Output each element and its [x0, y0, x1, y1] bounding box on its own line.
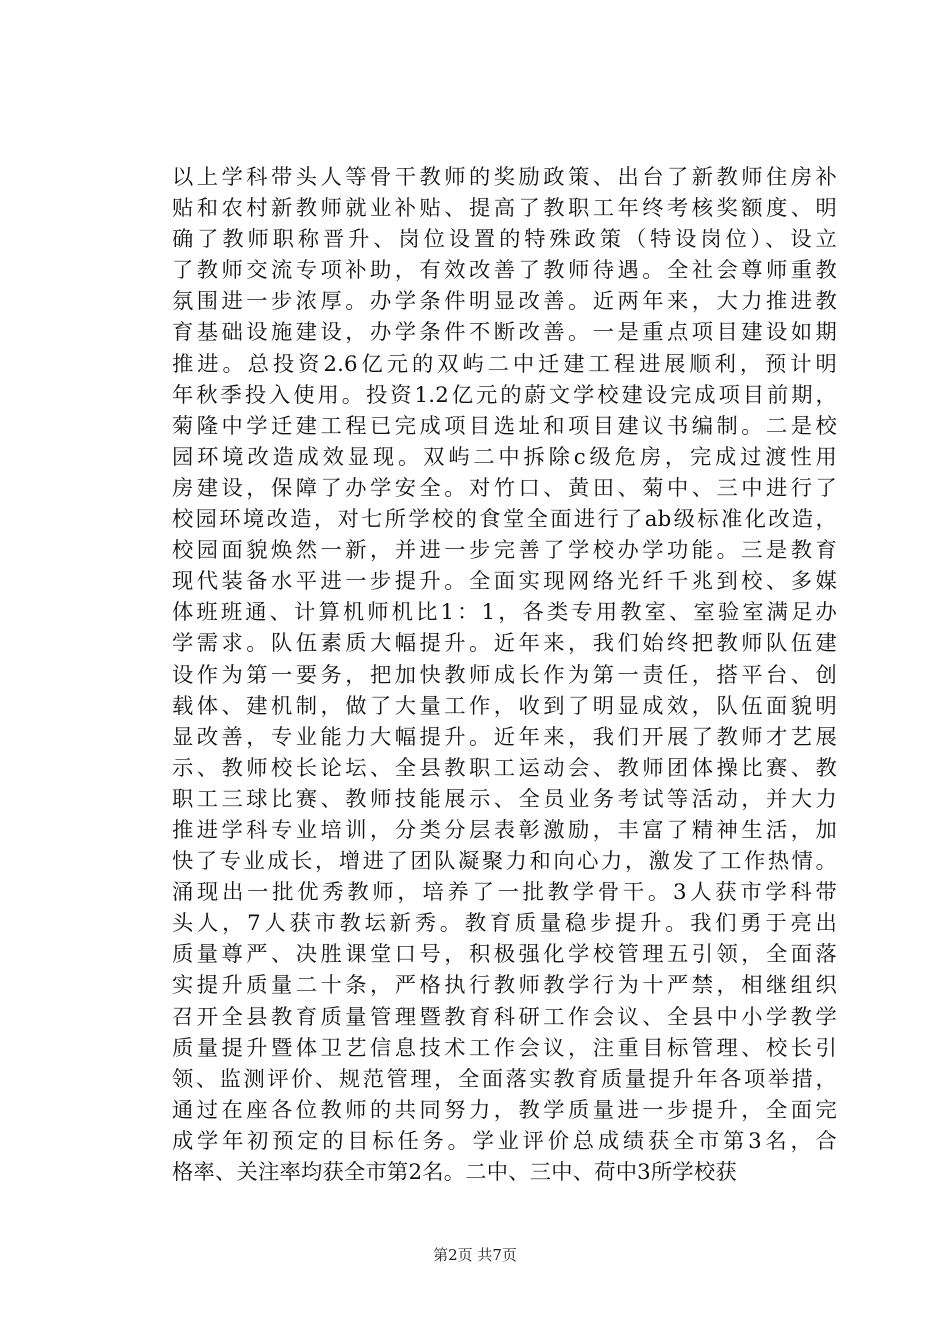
text-line: 贴和农村新教师就业补贴、提高了教职工年终考核奖额度、明: [172, 196, 837, 222]
text-line: 涌现出一批优秀教师，培养了一批教学骨干。3人获市学科带: [172, 880, 837, 906]
text-line: 快了专业成长，增进了团队凝聚力和向心力，激发了工作热情。: [172, 849, 837, 875]
text-line: 校园面貌焕然一新，并进一步完善了学校办学功能。三是教育: [172, 538, 837, 564]
text-line: 领、监测评价、规范管理，全面落实教育质量提升年各项举措，: [172, 1066, 837, 1092]
text-line: 年秋季投入使用。投资1.2亿元的蔚文学校建设完成项目前期，: [172, 382, 837, 408]
text-line: 头人，7人获市教坛新秀。教育质量稳步提升。我们勇于亮出: [172, 911, 837, 937]
body-text: [172, 162, 837, 1188]
text-line: 了教师交流专项补助，有效改善了教师待遇。全社会尊师重教: [172, 258, 837, 284]
text-line: 载体、建机制，做了大量工作，收到了明显成效，队伍面貌明: [172, 693, 837, 719]
text-line: 设作为第一要务，把加快教师成长作为第一责任，搭平台、创: [172, 662, 837, 688]
text-line: 召开全县教育质量管理暨教育科研工作会议、全县中小学教学: [172, 1004, 837, 1030]
text-line: 示、教师校长论坛、全县教职工运动会、教师团体操比赛、教: [172, 755, 837, 781]
text-line: 显改善，专业能力大幅提升。近年来，我们开展了教师才艺展: [172, 724, 837, 750]
text-line: 体班班通、计算机师机比1：1，各类专用教室、室验室满足办: [172, 600, 837, 626]
text-line: 育基础设施建设，办学条件不断改善。一是重点项目建设如期: [172, 320, 837, 346]
text-line: 格率、关注率均获全市第2名。二中、三中、荷中3所学校获: [172, 1160, 737, 1185]
text-line: 质量提升暨体卫艺信息技术工作会议，注重目标管理、校长引: [172, 1035, 837, 1061]
page-footer: 第2页 共7页: [433, 1246, 517, 1264]
text-line: 学需求。队伍素质大幅提升。近年来，我们始终把教师队伍建: [172, 631, 837, 657]
text-line: 确了教师职称晋升、岗位设置的特殊政策（特设岗位）、设立: [172, 227, 837, 253]
text-line: 职工三球比赛、教师技能展示、全员业务考试等活动，并大力: [172, 786, 837, 812]
text-line: 成学年初预定的目标任务。学业评价总成绩获全市第3名，合: [172, 1128, 837, 1154]
text-line: 通过在座各位教师的共同努力，教学质量进一步提升，全面完: [172, 1097, 837, 1123]
text-line: 现代装备水平进一步提升。全面实现网络光纤千兆到校、多媒: [172, 569, 837, 595]
text-line: 推进。总投资2.6亿元的双屿二中迁建工程进展顺利，预计明: [172, 351, 837, 377]
text-line: 氛围进一步浓厚。办学条件明显改善。近两年来，大力推进教: [172, 289, 837, 315]
text-line: 园环境改造成效显现。双屿二中拆除c级危房，完成过渡性用: [172, 444, 837, 470]
text-line: 质量尊严、决胜课堂口号，积极强化学校管理五引领，全面落: [172, 942, 837, 968]
text-line: 推进学科专业培训，分类分层表彰激励，丰富了精神生活，加: [172, 817, 837, 843]
text-line: 校园环境改造，对七所学校的食堂全面进行了ab级标准化改造，: [172, 507, 837, 533]
text-line: 以上学科带头人等骨干教师的奖励政策、出台了新教师住房补: [172, 165, 837, 190]
text-line: 菊隆中学迁建工程已完成项目选址和项目建议书编制。二是校: [172, 413, 837, 439]
text-line: 房建设，保障了办学安全。对竹口、黄田、菊中、三中进行了: [172, 475, 837, 501]
text-line: 实提升质量二十条，严格执行教师教学行为十严禁，相继组织: [172, 973, 837, 999]
